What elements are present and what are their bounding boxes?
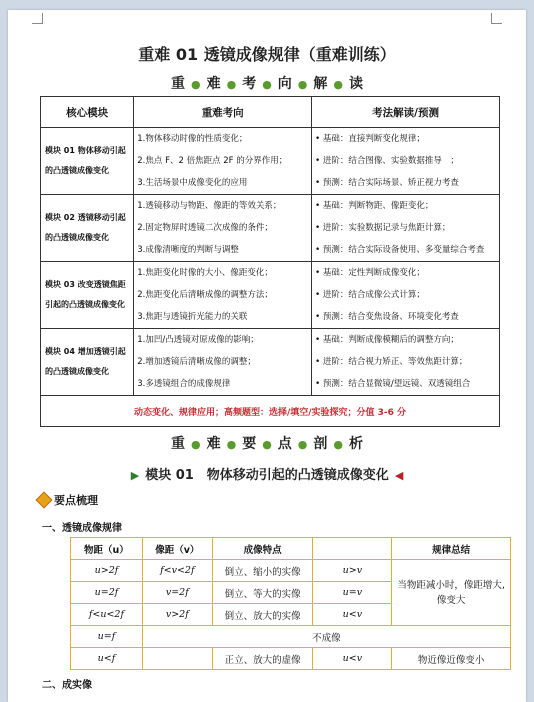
feature-cell: 倒立、缩小的实像 [212,560,313,582]
real-image-summary-cell [392,560,511,626]
heading-char: 重 [170,76,185,92]
method-line: • 预测：结合实际设备使用、多变量综合考查 [315,245,485,255]
module-cell: 模块 03 改变透镜焦距引起的凸透镜成像变化 [41,262,134,329]
feature-cell: 正立、放大的虚像 [212,648,313,670]
directions-cell [134,262,312,329]
section-heading-interpretation: 重 ● 难 ● 考 ● 向 ● 解 ● 读 [170,76,364,92]
method-line: • 基础：直接判断变化规律； [315,134,425,144]
method-line: • 进阶：结合视力矫正、等效焦距计算； [315,357,468,367]
table-row [71,648,511,670]
method-line: • 预测：结合实际场景、矫正视力考查 [315,178,459,188]
summary-line: 当物距减小时，像距增大, [397,579,505,591]
page-title: 重难 01 透镜成像规律（重难训练） [138,45,396,64]
directions-cell [134,128,312,195]
image-distance-cell [142,648,212,670]
direction-line: 1.加凹/凸透镜对原成像的影响； [137,335,259,345]
heading-char: 难 [206,436,221,452]
heading-char: 剖 [313,436,328,452]
object-distance-cell: u=f [71,626,143,648]
heading-char: 读 [349,76,364,92]
exam-summary: 动态变化、规律应用；高频题型：选择/填空/实验探究；分值 3-6 分 [41,396,500,427]
relation-cell: u<v [313,648,392,670]
header-methods: 考法解读/预测 [312,97,500,128]
directions-cell [134,195,312,262]
image-distance-cell: v>2f [142,604,212,626]
table-row [71,560,511,582]
object-distance-cell: u>2f [71,560,143,582]
heading-char: 析 [349,436,364,452]
header-directions: 重难考向 [134,97,312,128]
module-heading [8,464,526,483]
direction-line: 2.焦距变化后清晰成像的调整方法； [137,290,273,300]
key-points-text: 要点梳理 [54,494,98,507]
header-image-distance: 像距（v） [142,538,212,560]
method-line: • 基础：定性判断成像变化； [315,268,425,278]
direction-line: 3.成像清晰度的判断与调整 [137,245,239,255]
header-rule-summary: 规律总结 [392,538,511,560]
direction-line: 3.焦距与透镜折光能力的关联 [137,312,248,322]
method-line: • 预测：结合显微镜/望远镜、双透镜组合 [315,379,471,389]
table-row [41,128,500,195]
method-line: • 进阶：结合图像、实验数据推导 ； [315,156,459,166]
relation-cell: u>v [313,560,392,582]
heading-char: 重 [170,436,185,452]
key-points-label [38,492,98,508]
relation-cell: u=v [313,582,392,604]
imaging-rules-table [70,537,511,670]
document-page [8,10,526,702]
summary-line: 像变大 [436,594,466,606]
image-distance-cell: f<v<2f [142,560,212,582]
no-image-cell: 不成像 [142,626,510,648]
heading-char: 点 [277,436,292,452]
method-line: • 预测：结合变焦设备、环境变化考查 [315,312,459,322]
method-line: • 基础：判断物距、像距变化； [315,201,434,211]
direction-line: 3.多透镜组合的成像规律 [137,379,231,389]
object-distance-cell: u=2f [71,582,143,604]
subsection-heading: 二、成实像 [42,680,92,691]
header-blank [313,538,392,560]
methods-cell [312,329,500,396]
module-cell: 模块 01 物体移动引起的凸透镜成像变化 [41,128,134,195]
object-distance-cell: u<f [71,648,143,670]
method-line: • 进阶：结合成像公式计算； [315,290,425,300]
table-row [41,329,500,396]
heading-char: 要 [242,436,257,452]
direction-line: 2.焦点 F、2 倍焦距点 2F 的分界作用； [137,156,288,166]
directions-cell [134,329,312,396]
heading-char: 难 [206,76,221,92]
method-line: • 基础：判断成像模糊后的调整方向； [315,335,459,345]
heading-char: 解 [313,76,328,92]
direction-line: 1.焦距变化时像的大小、像距变化； [137,268,273,278]
direction-line: 3.生活场景中成像变化的应用 [137,178,248,188]
table-row [71,626,511,648]
methods-cell [312,195,500,262]
table-row [41,262,500,329]
overview-table [40,96,500,427]
triangle-right-icon: ▶ [130,469,140,482]
subsection-heading: 一、透镜成像规律 [42,523,122,534]
direction-line: 2.增加透镜后清晰成像的调整； [137,357,256,367]
virtual-image-summary-cell: 物近像近像变小 [392,648,511,670]
image-distance-cell: v=2f [142,582,212,604]
heading-char: 向 [277,76,292,92]
relation-cell: u<v [313,604,392,626]
margin-mark-left [32,13,43,24]
heading-char: 考 [242,76,257,92]
feature-cell: 倒立、等大的实像 [212,582,313,604]
methods-cell [312,262,500,329]
method-line: • 进阶：实验数据记录与焦距计算； [315,223,451,233]
module-cell: 模块 04 增加透镜引起的凸透镜成像变化 [41,329,134,396]
table-row [41,195,500,262]
methods-cell [312,128,500,195]
module-heading-text: 模块 01 物体移动引起的凸透镜成像变化 [145,468,389,483]
header-object-distance: 物距（u） [71,538,143,560]
module-cell: 模块 02 透镜移动引起的凸透镜成像变化 [41,195,134,262]
feature-cell: 倒立、放大的实像 [212,604,313,626]
header-imaging-feature: 成像特点 [212,538,313,560]
triangle-left-icon: ◀ [394,469,404,482]
direction-line: 1.物体移动时像的性质变化； [137,134,248,144]
direction-line: 1.透镜移动与物距、像距的等效关系； [137,201,282,211]
diamond-icon [36,492,53,509]
direction-line: 2.固定物屏时透镜二次成像的条件； [137,223,273,233]
margin-mark-right [491,13,502,24]
header-core-module: 核心模块 [41,97,134,128]
section-heading-analysis: 重 ● 难 ● 要 ● 点 ● 剖 ● 析 [170,436,364,452]
object-distance-cell: f<u<2f [71,604,143,626]
